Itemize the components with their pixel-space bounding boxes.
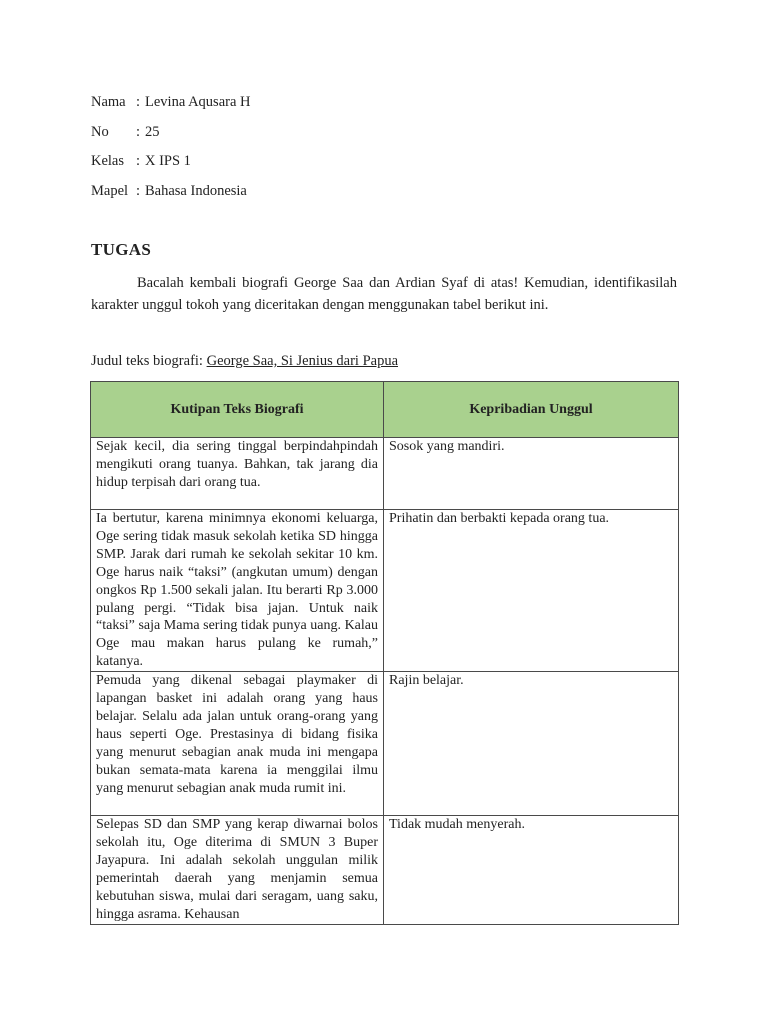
biography-title-label: Judul teks biografi: <box>91 353 203 369</box>
identity-label: Nama <box>91 94 126 110</box>
identity-separator: : <box>136 94 141 110</box>
task-title: TUGAS <box>91 240 152 259</box>
identity-row-class <box>91 151 251 181</box>
column-header-trait: Kepribadian Unggul <box>384 382 679 438</box>
table-row <box>91 438 679 510</box>
identity-label: No <box>91 123 109 140</box>
biography-title: George Saa, Si Jenius dari Papua <box>206 353 399 369</box>
identity-separator: : <box>136 182 141 199</box>
quote-cell <box>91 816 384 925</box>
trait-cell: Prihatin dan berbakti kepada orang tua. <box>384 510 679 672</box>
identity-label: Kelas <box>91 153 125 169</box>
identity-row-number <box>91 122 251 152</box>
task-instruction: Bacalah kembali biografi George Saa dan Ardian Syaf di atas! Kemudian, identifikasilah karakter unggul tokoh yang diceritakan dengan menggunakan tabel berikut ini. <box>91 275 677 313</box>
table-row <box>91 672 679 816</box>
table-header-row <box>91 382 679 438</box>
table-row <box>91 816 679 925</box>
trait-cell: Sosok yang mandiri. <box>384 438 679 510</box>
student-identity <box>91 92 251 210</box>
identity-row-subject <box>91 181 251 211</box>
identity-value: X IPS 1 <box>145 153 191 169</box>
identity-label: Mapel <box>91 182 129 199</box>
identity-row-name <box>91 92 251 122</box>
quote-cell: Ia bertutur, karena minimnya ekonomi keluarga, Oge sering tidak masuk sekolah ketika SD hingga SMP. Jarak dari rumah ke sekolah sekitar 10 km. Oge harus naik “taksi” (angkutan umum) dengan ongkos Rp 1.500 sekali jalan. Itu berarti Rp 3.000 pulang pergi. “Tidak bisa jajan. Untuk naik “taksi” saja Mama sering tidak punya uang. Kalau Oge mau makan harus pulang ke rumah,” katanya. <box>91 510 384 672</box>
trait-cell: Tidak mudah menyerah. <box>384 816 679 925</box>
identity-value: Levina Aqusara H <box>145 94 251 110</box>
biography-analysis-table <box>90 381 679 925</box>
quote-text: Selepas SD dan SMP yang kerap diwarnai bolos sekolah itu, Oge diterima di SMUN 3 Buper Jayapura. Ini adalah sekolah unggulan milik pemerintah daerah yang menjamin semua kebutuhan siswa, mulai dari seragam, uang saku, hingga asrama. Kehausan <box>96 817 378 922</box>
identity-separator: : <box>136 153 141 169</box>
identity-value: Bahasa Indonesia <box>145 182 247 199</box>
column-header-quote: Kutipan Teks Biografi <box>91 382 384 438</box>
quote-cell: Sejak kecil, dia sering tinggal berpindahpindah mengikuti orang tuanya. Bahkan, tak jarang dia hidup terpisah dari orang tua. <box>91 438 384 510</box>
table-row <box>91 510 679 672</box>
biography-title-line <box>91 351 398 371</box>
identity-separator: : <box>136 123 141 140</box>
trait-cell: Rajin belajar. <box>384 672 679 816</box>
identity-value: 25 <box>145 123 160 140</box>
quote-cell: Pemuda yang dikenal sebagai playmaker di lapangan basket ini adalah orang yang haus belajar. Selalu ada jalan untuk orang-orang yang haus seperti Oge. Prestasinya di bidang fisika yang menurut sebagian anak muda ini mengapa bukan semata-mata karena ia menggilai ilmu yang menurut sebagian anak muda rumit ini. <box>91 672 384 816</box>
